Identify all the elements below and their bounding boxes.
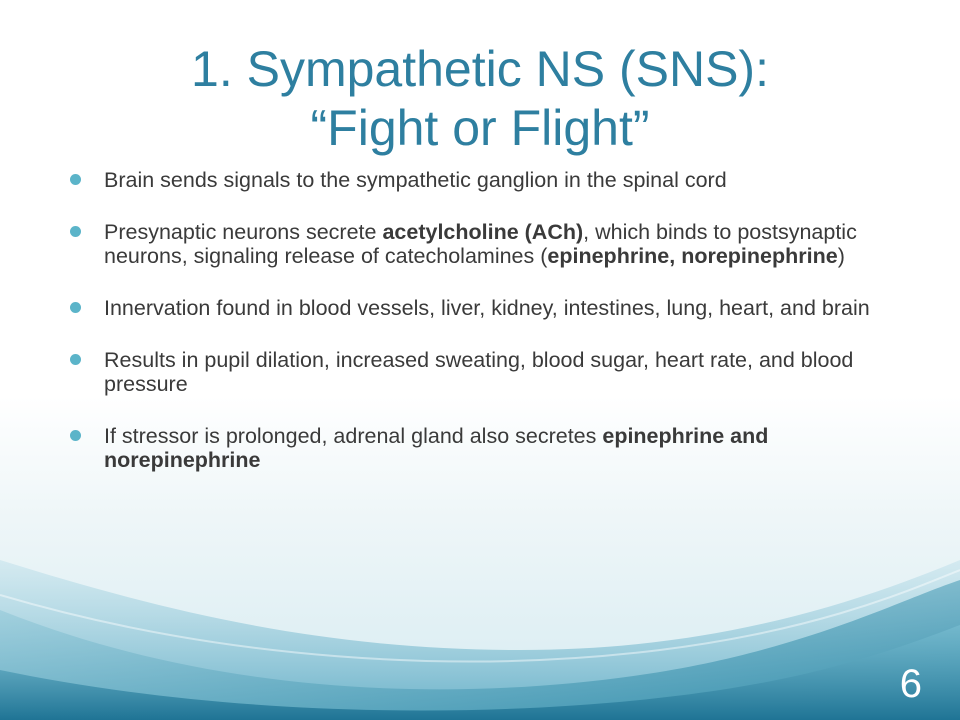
title-line-2: “Fight or Flight” [310, 99, 650, 156]
bold-term: epinephrine and norepinephrine [104, 424, 769, 472]
bullet-text: , which binds to postsynaptic neurons, signaling release of catecholamines ( [104, 220, 857, 268]
bullet-text: Brain sends signals to the sympathetic ganglion in the spinal cord [104, 168, 727, 192]
bullet-list [70, 168, 900, 500]
bold-term: acetylcholine (ACh) [382, 220, 584, 244]
bullet-dot-icon [70, 302, 81, 313]
bold-term: epinephrine, norepinephrine [547, 244, 838, 268]
bullet-text: Innervation found in blood vessels, liver, kidney, intestines, lung, heart, and brain [104, 296, 870, 320]
bullet-item [70, 348, 900, 396]
bullet-dot-icon [70, 430, 81, 441]
bullet-item [70, 168, 900, 192]
slide-title [40, 40, 920, 158]
bullet-text: ) [837, 244, 845, 268]
bullet-dot-icon [70, 174, 81, 185]
bullet-dot-icon [70, 226, 81, 237]
bullet-text: If stressor is prolonged, adrenal gland also secretes [104, 424, 603, 448]
bullet-item [70, 296, 900, 320]
bullet-item [70, 220, 900, 268]
bullet-text: Results in pupil dilation, increased sweating, blood sugar, heart rate, and blood pressure [104, 348, 854, 396]
title-line-1: 1. Sympathetic NS (SNS): [191, 40, 769, 97]
bullet-text: Presynaptic neurons secrete [104, 220, 383, 244]
bullet-dot-icon [70, 354, 81, 365]
bullet-item [70, 424, 900, 472]
page-number: 6 [899, 662, 922, 706]
